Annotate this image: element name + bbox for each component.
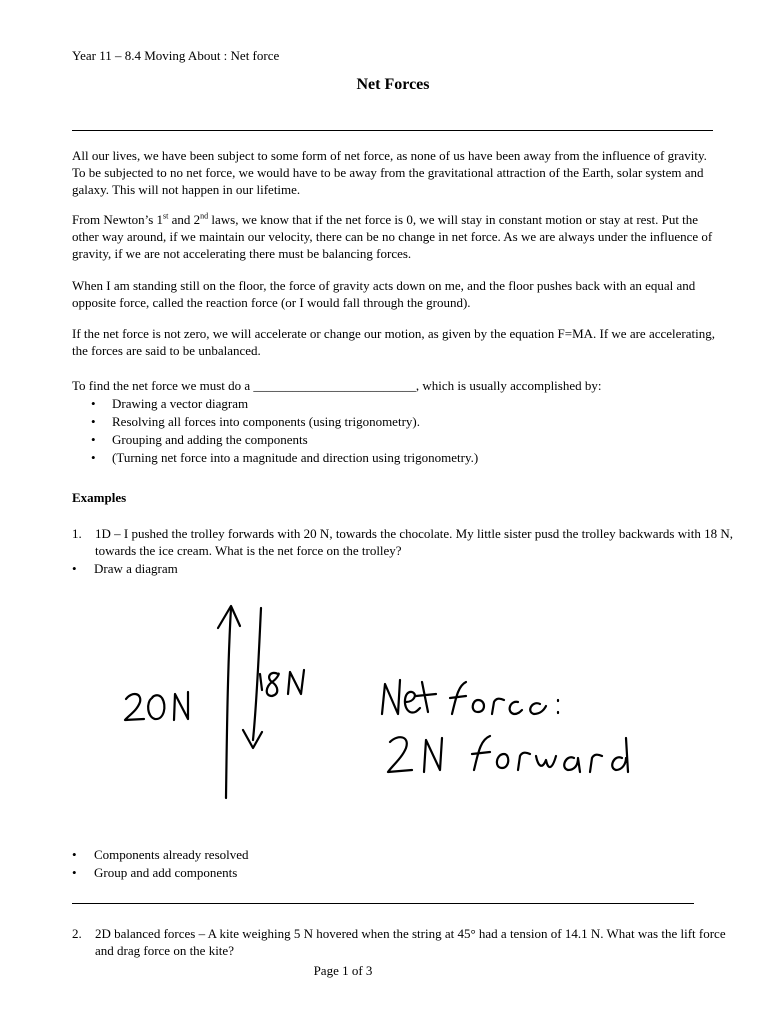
list-item: • Resolving all forces into components (using trigonometry). bbox=[91, 414, 420, 429]
handwritten-18N bbox=[260, 674, 262, 690]
title-divider bbox=[72, 130, 713, 131]
question-text: 2D balanced forces – A kite weighing 5 N hovered when the string at 45° had a tension of 14.1 N. What was the lift force and drag force on the kite? bbox=[95, 926, 726, 958]
list-item: • Drawing a vector diagram bbox=[91, 396, 249, 411]
examples-heading: Examples bbox=[72, 490, 127, 505]
page-title: Net Forces bbox=[356, 76, 430, 93]
paragraph-reaction-force: When I am standing still on the floor, the force of gravity acts down on me, and the floor pushes back with an equal and opposite force, called the reaction force (or I would fall through the ground). bbox=[72, 278, 696, 310]
list-item: • (Turning net force into a magnitude and direction using trigonometry.) bbox=[91, 450, 479, 465]
section-divider bbox=[72, 903, 694, 904]
question-number: 2. bbox=[72, 926, 82, 941]
after-diagram-steps bbox=[72, 846, 712, 882]
paragraph-find-net-force: To find the net force we must do a _________________________, which is usually accomplished by: bbox=[72, 378, 602, 393]
handwritten-2N-forward bbox=[388, 737, 412, 772]
handwritten-net-force bbox=[382, 680, 400, 714]
page-number: Page 1 of 3 bbox=[313, 963, 373, 978]
handwritten-force-diagram bbox=[100, 590, 640, 810]
question-text: 1D – I pushed the trolley forwards with 20 N, towards the chocolate. My little sister pusd the trolley backwards with 18 N, towards the ice cream. What is the net force on the trolley? bbox=[95, 526, 733, 558]
paragraph-gravity: All our lives, we have been subject to some form of net force, as none of us have been away from the influence of gravity. To be subjected to no net force, we would have to be away from the gravitational attraction of the Earth, solar system and galaxy. This will not happen in our lifetime. bbox=[72, 148, 707, 197]
handwritten-20N bbox=[125, 694, 144, 720]
paragraph-unbalanced: If the net force is not zero, we will accelerate or change our motion, as given by the equation F=MA. If we are accelerating, the forces are said to be unbalanced. bbox=[72, 326, 715, 358]
list-item: • Components already resolved bbox=[72, 847, 249, 862]
document-header: Year 11 – 8.4 Moving About : Net force bbox=[72, 48, 280, 63]
question-number: 1. bbox=[72, 526, 82, 541]
steps-list bbox=[72, 395, 712, 467]
paragraph-newton-laws: From Newton’s 1st and 2nd laws, we know that if the net force is 0, we will stay in constant motion or stay at rest. Put the other way around, if we maintain our velocity, there can be no change in net force. As we are always under the influence of gravity, if we are not accelerating there must be balancing forces. bbox=[72, 211, 713, 261]
list-item: • Grouping and adding the components bbox=[91, 432, 308, 447]
upward-force-arrow bbox=[226, 608, 231, 798]
list-item: • Group and add components bbox=[72, 865, 238, 880]
